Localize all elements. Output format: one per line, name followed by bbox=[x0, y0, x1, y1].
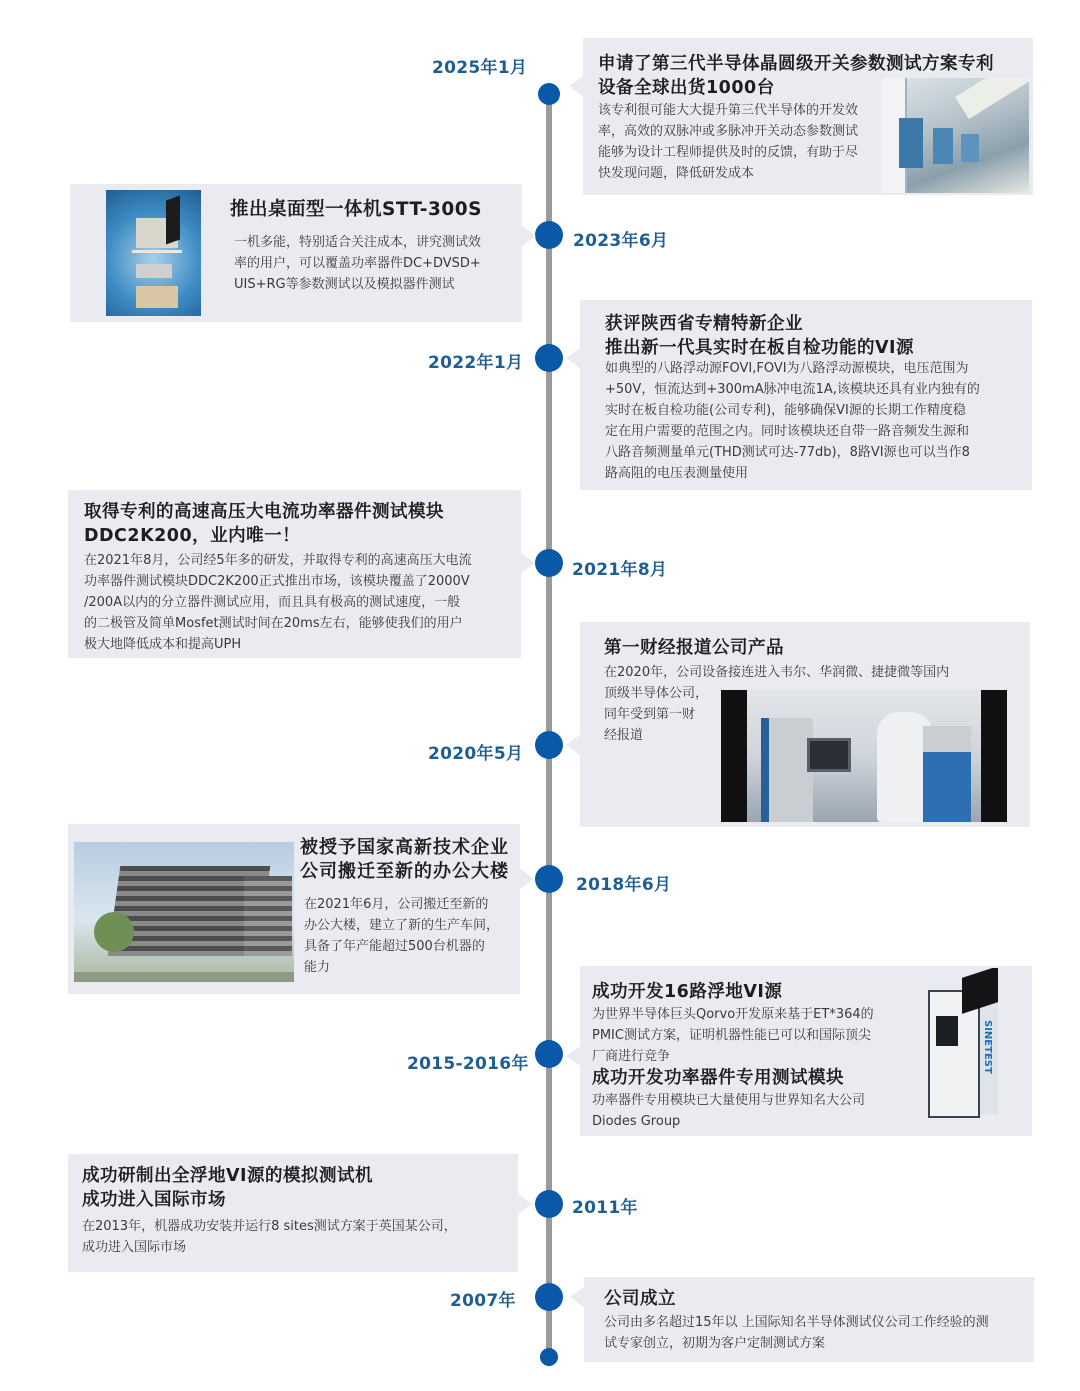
event-desc-line: 经报道 bbox=[604, 728, 644, 743]
event-title: 成功进入国际市场 bbox=[82, 1190, 226, 1210]
event-desc-line: 如典型的八路浮动源FOVI,FOVI为八路浮动源模块，电压范围为 bbox=[605, 361, 969, 376]
event-desc-line: 功率器件专用模块已大量使用与世界知名大公司 bbox=[592, 1093, 866, 1108]
event-title: 公司成立 bbox=[604, 1289, 676, 1309]
event-desc-line: /200A以内的分立器件测试应用，而且具有极高的测试速度，一般 bbox=[84, 595, 461, 610]
event-desc-line: 试专家创立，初期为客户定制测试方案 bbox=[604, 1336, 826, 1351]
event-date: 2021年8月 bbox=[572, 560, 668, 580]
timeline-dot bbox=[538, 83, 560, 105]
event-title: 申请了第三代半导体晶圆级开关参数测试方案专利 bbox=[598, 54, 994, 74]
event-desc-line: 能够为设计工程师提供及时的反馈，有助于尽 bbox=[598, 145, 859, 160]
event-desc-line: 该专利很可能大大提升第三代半导体的开发效 bbox=[598, 103, 859, 118]
event-desc-line: 率的用户，可以覆盖功率器件DC+DVSD+ bbox=[234, 256, 481, 271]
event-date: 2015-2016年 bbox=[407, 1054, 529, 1074]
event-date: 2011年 bbox=[572, 1198, 638, 1218]
event-desc-line: 顶级半导体公司， bbox=[604, 686, 709, 701]
test-system-photo bbox=[914, 968, 1014, 1128]
event-desc-line: 极大地降低成本和提高UPH bbox=[84, 637, 242, 652]
timeline-dot bbox=[535, 1283, 563, 1311]
event-desc-line: 在2021年6月，公司搬迁至新的 bbox=[304, 897, 489, 912]
event-title: 取得专利的高速高压大电流功率器件测试模块 bbox=[84, 502, 444, 522]
event-desc-line: 成功进入国际市场 bbox=[82, 1240, 187, 1255]
event-date: 2007年 bbox=[450, 1291, 516, 1311]
event-desc-line: 公司由多名超过15年以 上国际知名半导体测试仪公司工作经验的测 bbox=[604, 1315, 989, 1330]
event-date: 2022年1月 bbox=[428, 353, 524, 373]
event-desc-line: Diodes Group bbox=[592, 1114, 681, 1129]
event-card-2011 bbox=[68, 1154, 518, 1272]
event-card-2025-01 bbox=[583, 38, 1033, 195]
event-desc-line: 路高阻的电压表测量使用 bbox=[605, 466, 749, 481]
stt-300s-machine-photo bbox=[106, 190, 201, 316]
event-desc-line: +50V，恒流达到+300mA脉冲电流1A,该模块还具有业内独有的 bbox=[605, 382, 980, 397]
event-title: 推出桌面型一体机STT-300S bbox=[230, 199, 482, 220]
event-desc-line: 具备了年产能超过500台机器的 bbox=[304, 939, 485, 954]
event-card-2022-01 bbox=[580, 300, 1032, 490]
event-desc-line: 一机多能，特别适合关注成本，讲究测试效 bbox=[234, 235, 482, 250]
event-card-2015-2016 bbox=[580, 966, 1032, 1136]
event-title: 成功开发16路浮地VI源 bbox=[592, 982, 783, 1002]
event-desc-line: UIS+RG等参数测试以及模拟器件测试 bbox=[234, 277, 455, 292]
event-title: DDC2K200，业内唯一！ bbox=[84, 526, 301, 546]
news-report-video-still bbox=[721, 690, 1007, 822]
timeline-dot bbox=[535, 731, 563, 759]
event-title: 获评陕西省专精特新企业 bbox=[605, 314, 803, 334]
event-desc-line: 八路音频测量单元(THD测试可达-77db)，8路VI源也可以当作8 bbox=[605, 445, 970, 460]
event-desc-line: PMIC测试方案，证明机器性能已可以和国际顶尖 bbox=[592, 1028, 871, 1043]
event-desc-line: 率，高效的双脉冲或多脉冲开关动态参数测试 bbox=[598, 124, 859, 139]
event-desc-line: 定在用户需要的范围之内。同时该模块还自带一路音频发生源和 bbox=[605, 424, 970, 439]
event-desc-line: 的二极管及简单Mosfet测试时间在20ms左右，能够使我们的用户 bbox=[84, 616, 463, 631]
event-desc-line: 功率器件测试模块DDC2K200正式推出市场，该模块覆盖了2000V bbox=[84, 574, 470, 589]
event-desc-line: 在2021年8月，公司经5年多的研发，并取得专利的高速高压大电流 bbox=[84, 553, 472, 568]
event-desc-line: 厂商进行竞争 bbox=[592, 1049, 671, 1064]
event-desc-line: 在2020年，公司设备接连进入韦尔、华润微、捷捷微等国内 bbox=[604, 665, 950, 680]
event-desc-line: 办公大楼，建立了新的生产车间， bbox=[304, 918, 500, 933]
event-card-2023-06 bbox=[70, 184, 522, 322]
timeline-axis bbox=[546, 92, 552, 1357]
timeline-dot bbox=[535, 865, 563, 893]
event-title: 被授予国家高新技术企业 bbox=[300, 837, 509, 858]
timeline-dot bbox=[535, 1040, 563, 1068]
timeline-dot bbox=[535, 344, 563, 372]
event-title: 推出新一代具实时在板自检功能的VI源 bbox=[605, 338, 915, 358]
timeline-dot bbox=[535, 221, 563, 249]
timeline-end-dot bbox=[540, 1348, 558, 1366]
event-card-2021-08 bbox=[68, 490, 521, 658]
event-desc-line: 快发现问题，降低研发成本 bbox=[598, 166, 755, 181]
timeline-dot bbox=[535, 549, 563, 577]
event-desc-line: 在2013年，机器成功安装并运行8 sites测试方案于英国某公司， bbox=[82, 1219, 457, 1234]
event-title: 第一财经报道公司产品 bbox=[604, 638, 784, 658]
timeline-dot bbox=[535, 1190, 563, 1218]
event-title: 成功开发功率器件专用测试模块 bbox=[592, 1068, 844, 1088]
event-date: 2025年1月 bbox=[432, 58, 528, 78]
event-date: 2023年6月 bbox=[573, 231, 669, 251]
event-title: 设备全球出货1000台 bbox=[598, 78, 775, 98]
event-desc-line: 同年受到第一财 bbox=[604, 707, 696, 722]
event-desc-line: 能力 bbox=[304, 960, 331, 975]
event-card-2020-05 bbox=[580, 622, 1030, 827]
event-card-2018-06 bbox=[68, 824, 520, 994]
event-date: 2018年6月 bbox=[576, 875, 672, 895]
production-line-photo bbox=[881, 78, 1029, 193]
event-desc-line: 实时在板自检功能(公司专利)，能够确保VI源的长期工作精度稳 bbox=[605, 403, 966, 418]
event-desc-line: 为世界半导体巨头Qorvo开发原来基于ET*364的 bbox=[592, 1007, 874, 1022]
event-card-2007 bbox=[584, 1277, 1034, 1362]
event-title: 成功研制出全浮地VI源的模拟测试机 bbox=[82, 1166, 374, 1186]
event-date: 2020年5月 bbox=[428, 744, 524, 764]
office-building-photo bbox=[74, 842, 294, 982]
event-title: 公司搬迁至新的办公大楼 bbox=[300, 861, 509, 882]
machine-brand-label: SINETEST bbox=[982, 1020, 993, 1074]
